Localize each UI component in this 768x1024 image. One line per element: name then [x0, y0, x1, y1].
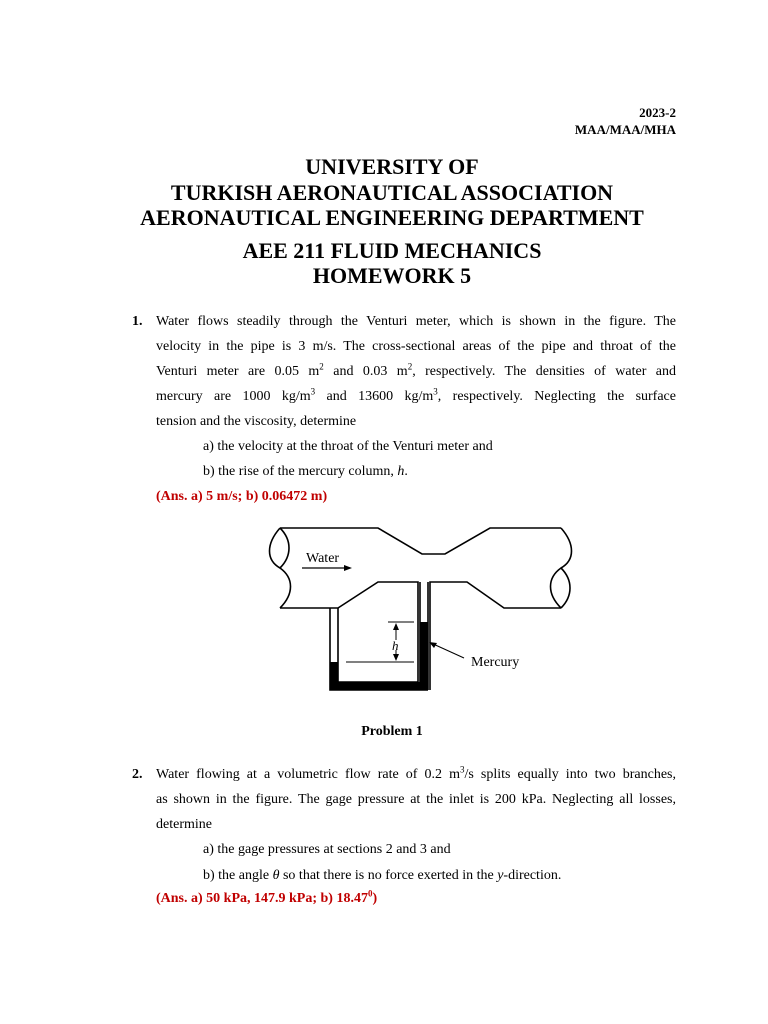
water-label: Water: [306, 551, 340, 566]
term-label: 2023-2: [639, 105, 676, 120]
pipe-bottom-left: [280, 582, 418, 690]
mercury-right-column: [420, 622, 428, 690]
problem1-caption: Problem 1: [361, 724, 423, 739]
problem1-part-b: b) the rise of the mercury column, h.: [203, 464, 408, 479]
problem2-number: 2.: [132, 767, 143, 782]
pipe-right-end-inner: [561, 568, 570, 608]
course-title: AEE 211 FLUID MECHANICS: [242, 238, 542, 263]
department-title: AERONAUTICAL ENGINEERING DEPARTMENT: [140, 205, 644, 230]
problem1-line4: mercury are 1000 $kg/m^3$ and 13600 $kg/m^3$, respectively. Neglecting the surface: [156, 386, 676, 404]
manometer-inner-left: [338, 608, 418, 682]
association-title: TURKISH AERONAUTICAL ASSOCIATION: [170, 180, 614, 205]
problem1-part-a: a) the velocity at the throat of the Venturi meter and: [203, 439, 493, 454]
problem2-answer: (Ans. a) 50 kPa, 147.9 kPa; b) 18.47$^0$): [156, 888, 378, 906]
problem1-line5: tension and the viscosity, determine: [156, 414, 357, 429]
problem1-line1: Water flows steadily through the Venturi meter, which is shown in the figure. The: [156, 314, 676, 329]
mercury-bottom: [330, 682, 428, 690]
problem2-part-a: a) the gage pressures at sections 2 and 3 and: [203, 842, 451, 857]
h-arrow-up: [393, 623, 399, 630]
problem2-part-b: b) the angle θ so that there is no force exerted in the y-direction.: [203, 868, 562, 883]
problem2-line2: as shown in the figure. The gage pressure at the inlet is 200 kPa. Neglecting all losses,: [156, 792, 676, 807]
university-title: UNIVERSITY OF: [305, 154, 479, 179]
pipe-left-end-inner: [280, 528, 289, 568]
problem2-line1: Water flowing at a volumetric flow rate of 0.2 $m^3/s$ splits equally into two branches,: [156, 764, 676, 782]
problem2-statement: [156, 762, 676, 837]
problem2-line3: determine: [156, 817, 212, 832]
mercury-label: Mercury: [471, 655, 520, 670]
h-arrow-down: [393, 654, 399, 661]
instructors-label: MAA/MAA/MHA: [574, 122, 676, 137]
problem1-line2: velocity in the pipe is 3 m/s. The cross-sectional areas of the pipe and throat of the: [156, 339, 676, 354]
homework-title: HOMEWORK 5: [312, 263, 472, 288]
problem1-line3: Venturi meter are 0.05 $m^2$ and 0.03 $m^2$, respectively. The densities of water and: [156, 361, 676, 379]
flow-arrow-head: [344, 565, 352, 571]
manometer-outer-left: [330, 608, 428, 690]
h-label: h: [392, 638, 399, 653]
problem1-number: 1.: [132, 314, 143, 329]
mercury-leader: [431, 643, 464, 658]
pipe-bottom-right: [430, 582, 561, 690]
problem1-answer: (Ans. a) 5 m/s; b) 0.06472 m): [156, 489, 328, 504]
